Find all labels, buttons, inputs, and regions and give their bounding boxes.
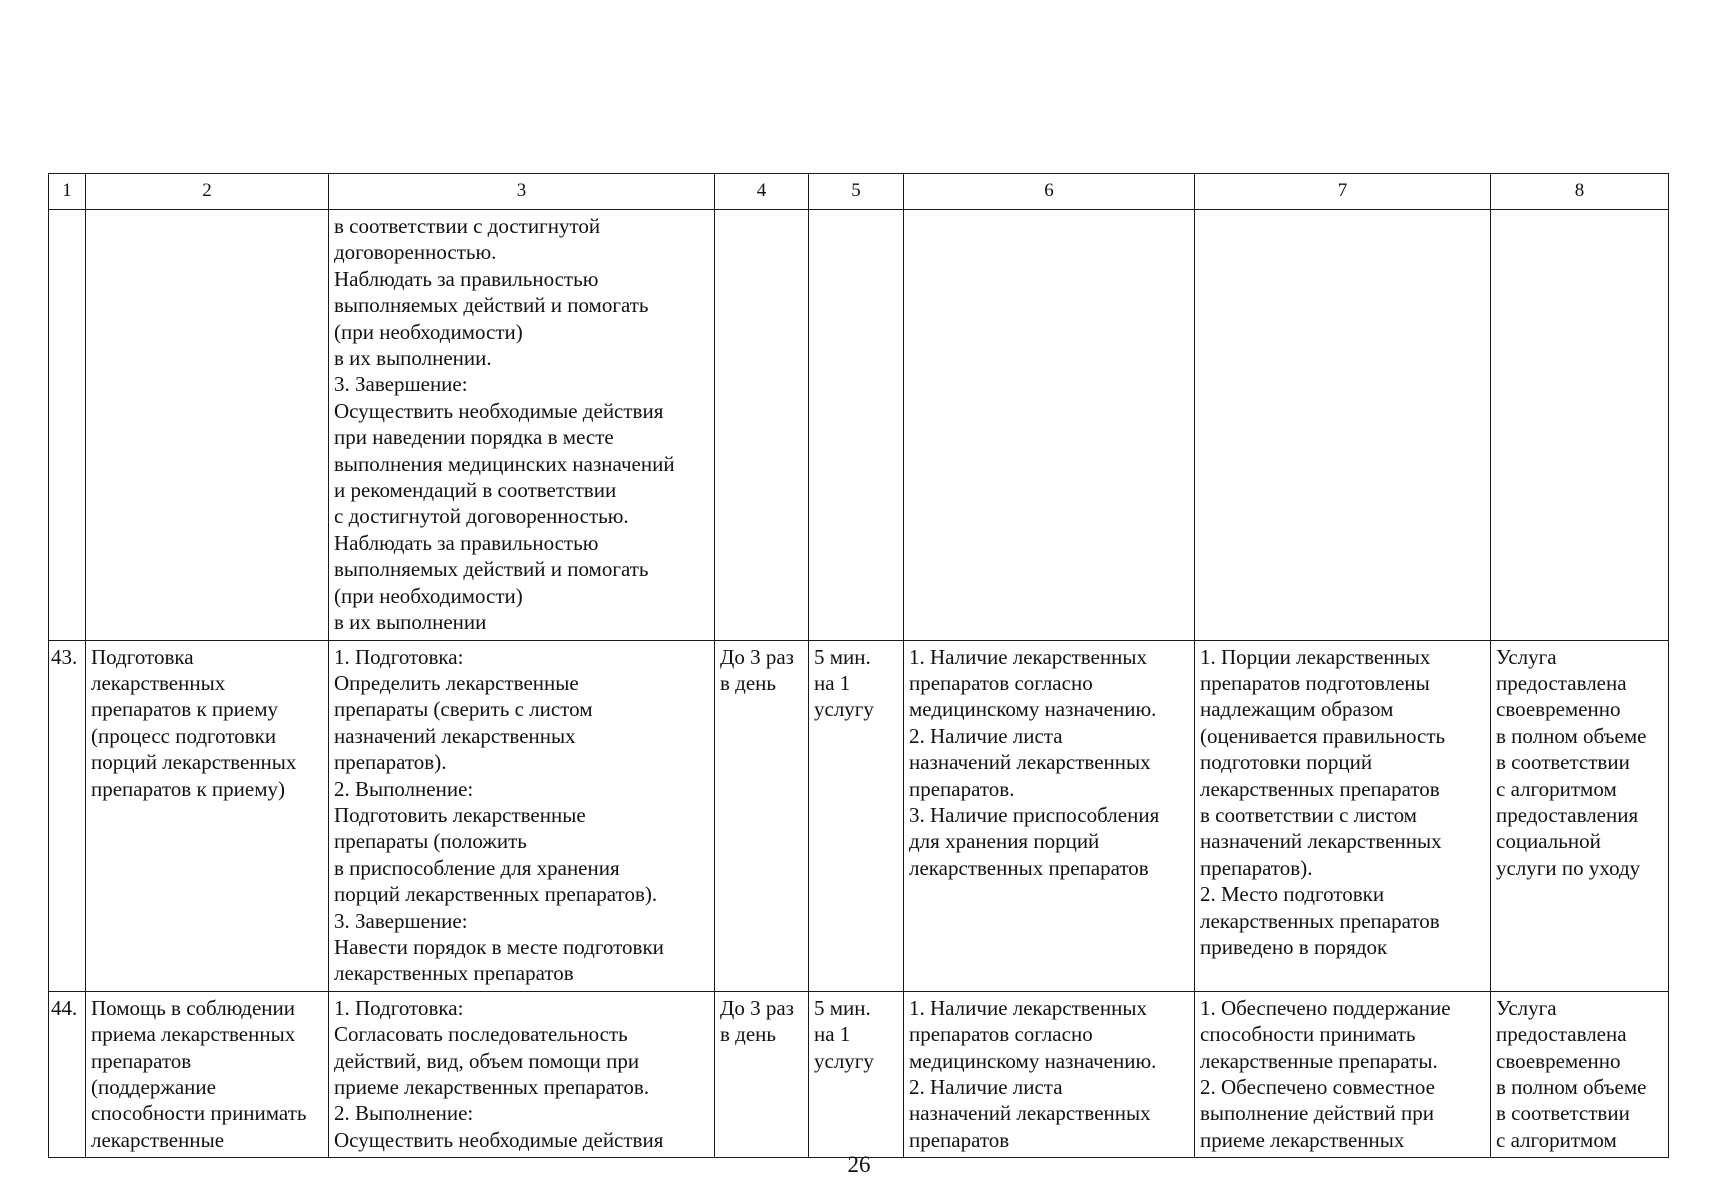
service-conditions bbox=[904, 210, 1195, 641]
service-results bbox=[1195, 210, 1491, 641]
service-assessment: Услуга предоставлена своевременно в полном объеме в соответствии с алгоритмом предоставления социальной услуги по уходу bbox=[1491, 640, 1669, 991]
services-table bbox=[48, 173, 1669, 1158]
table-row bbox=[49, 991, 1669, 1157]
header-col-6: 6 bbox=[904, 174, 1195, 210]
header-col-5: 5 bbox=[809, 174, 904, 210]
table-row bbox=[49, 210, 1669, 641]
service-name bbox=[86, 210, 329, 641]
service-results: 1. Обеспечено поддержание способности принимать лекарственные препараты. 2. Обеспечено совместное выполнение действий при приеме лекарственных bbox=[1195, 991, 1491, 1157]
header-col-8: 8 bbox=[1491, 174, 1669, 210]
service-frequency: До 3 раз в день bbox=[715, 640, 809, 991]
service-conditions: 1. Наличие лекарственных препаратов согласно медицинскому назначению. 2. Наличие листа назначений лекарственных препаратов bbox=[904, 991, 1195, 1157]
service-time bbox=[809, 210, 904, 641]
page-number: 26 bbox=[847, 1152, 871, 1177]
service-time: 5 мин. на 1 услугу bbox=[809, 640, 904, 991]
table-row bbox=[49, 640, 1669, 991]
service-assessment: Услуга предоставлена своевременно в полном объеме в соответствии с алгоритмом bbox=[1491, 991, 1669, 1157]
header-col-2: 2 bbox=[86, 174, 329, 210]
service-algorithm: в соответствии с достигнутой договоренностью. Наблюдать за правильностью выполняемых действий и помогать (при необходимости) в их выполнении. 3. Завершение: Осуществить необходимые действия при наведении порядка в месте выполнения медицинских назначений и рекомендаций в соответствии с достигнутой договоренностью. Наблюдать за правильностью выполняемых действий и помогать (при необходимости) в их выполнении bbox=[329, 210, 715, 641]
service-name: Подготовка лекарственных препаратов к приему (процесс подготовки порций лекарственных препаратов к приему) bbox=[86, 640, 329, 991]
service-conditions: 1. Наличие лекарственных препаратов согласно медицинскому назначению. 2. Наличие листа назначений лекарственных препаратов. 3. Наличие приспособления для хранения порций лекарственных препаратов bbox=[904, 640, 1195, 991]
header-col-7: 7 bbox=[1195, 174, 1491, 210]
service-frequency: До 3 раз в день bbox=[715, 991, 809, 1157]
service-time: 5 мин. на 1 услугу bbox=[809, 991, 904, 1157]
service-name: Помощь в соблюдении приема лекарственных препаратов (поддержание способности принимать лекарственные bbox=[86, 991, 329, 1157]
row-number bbox=[49, 210, 86, 641]
row-number: 44. bbox=[49, 991, 86, 1157]
service-results: 1. Порции лекарственных препаратов подготовлены надлежащим образом (оценивается правильность подготовки порций лекарственных препаратов в соответствии с листом назначений лекарственных препаратов). 2. Место подготовки лекарственных препаратов приведено в порядок bbox=[1195, 640, 1491, 991]
row-number: 43. bbox=[49, 640, 86, 991]
service-assessment bbox=[1491, 210, 1669, 641]
header-col-3: 3 bbox=[329, 174, 715, 210]
table-header-row bbox=[49, 174, 1669, 210]
service-algorithm: 1. Подготовка: Определить лекарственные препараты (сверить с листом назначений лекарственных препаратов). 2. Выполнение: Подготовить лекарственные препараты (положить в приспособление для хранения порций лекарственных препаратов). 3. Завершение: Навести порядок в месте подготовки лекарственных препаратов bbox=[329, 640, 715, 991]
service-algorithm: 1. Подготовка: Согласовать последовательность действий, вид, объем помощи при приеме лекарственных препаратов. 2. Выполнение: Осуществить необходимые действия bbox=[329, 991, 715, 1157]
service-frequency bbox=[715, 210, 809, 641]
header-col-1: 1 bbox=[49, 174, 86, 210]
header-col-4: 4 bbox=[715, 174, 809, 210]
